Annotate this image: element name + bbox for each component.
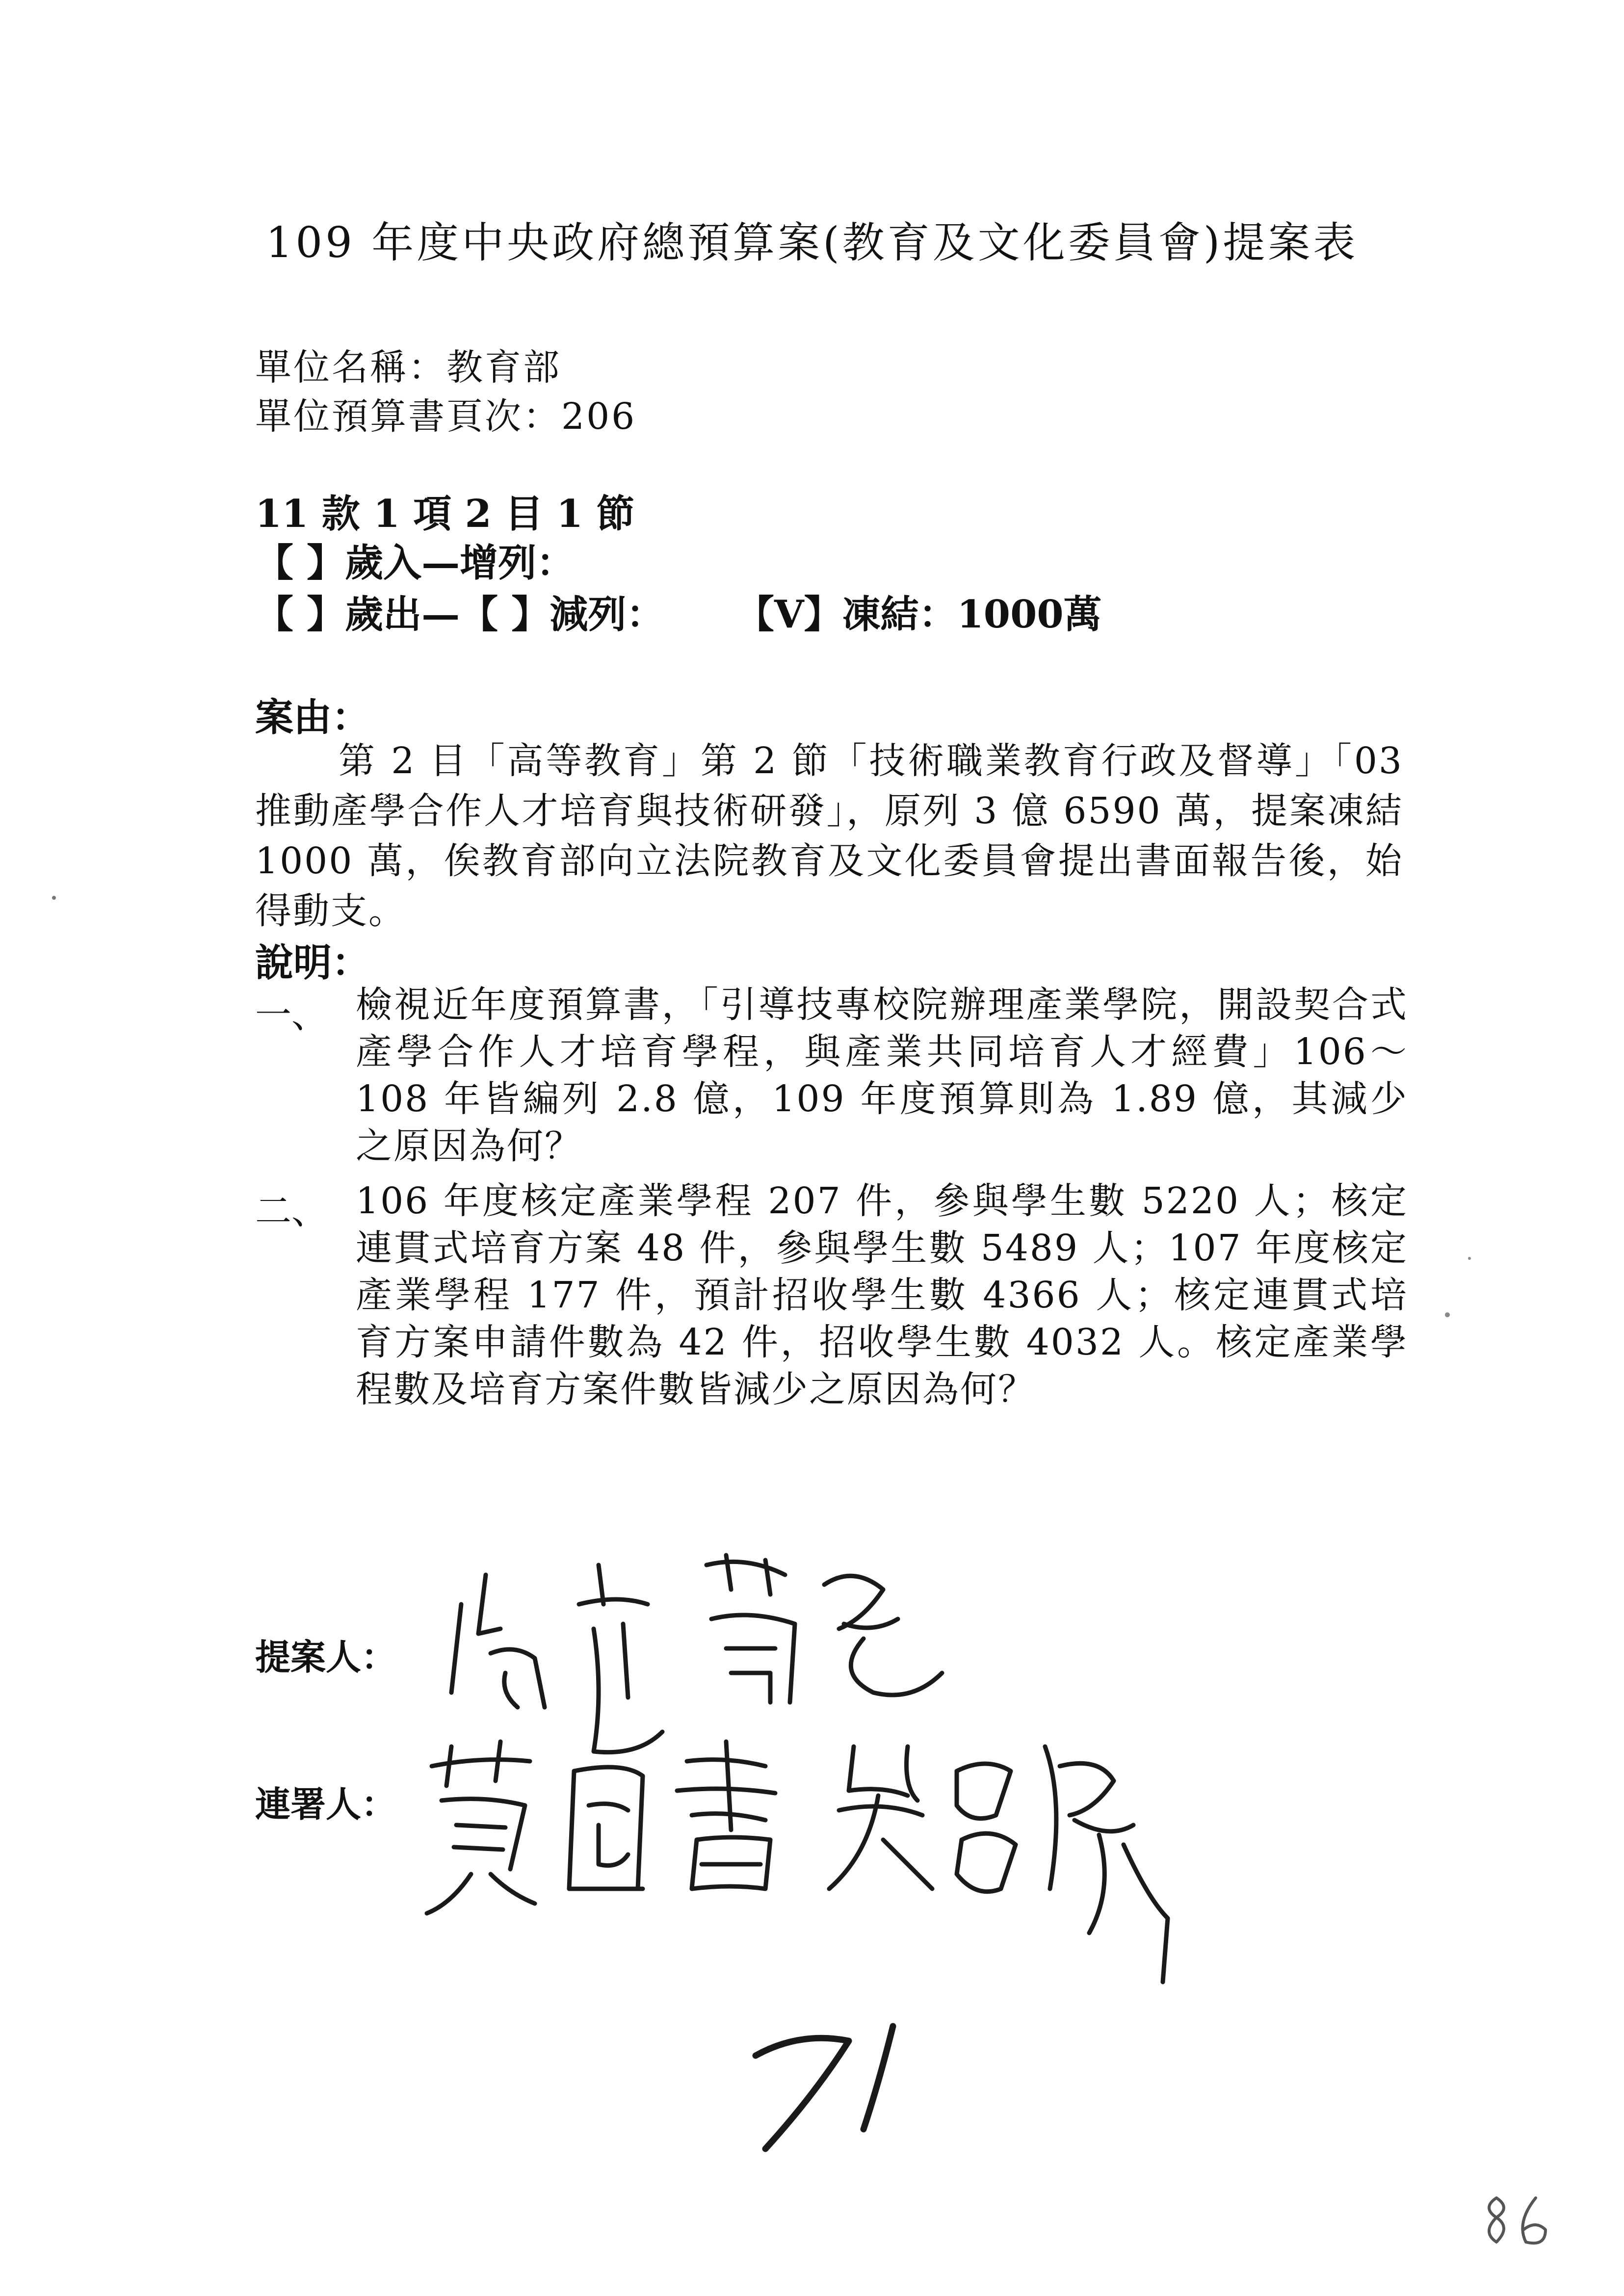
reason-heading: 案由：: [255, 695, 370, 740]
expense-checkbox: 【 】: [255, 592, 345, 637]
explanation-item-text: 106 年度核定產業學程 207 件，參與學生數 5220 人；核定連貫式培育方案 48 件，參與學生數 5489 人；107 年度核定產業學程 177 件，預計招收學生數 4366 人；核定連貫式培育方案申請件數為 42 件，招收學生數 4032 人。核定產業學程數及培育方案件數皆減少之原因為何？: [356, 1180, 1408, 1410]
unit-budget-page: 單位預算書頁次：206: [255, 395, 637, 438]
cut-label: 減列：: [550, 592, 665, 637]
reason-text: 第 2 目「高等教育」第 2 節「技術職業教育行政及督導」「03 推動產學合作人才培育與技術研發」，原列 3 億 6590 萬，提案凍結 1000 萬，俟教育部向立法院教育及文化委員會提出書面報告後，始得動支。: [255, 740, 1403, 932]
expense-label: 歲出—: [345, 592, 460, 637]
revenue-checkbox: 【 】: [255, 541, 345, 585]
cosigner-label: 連署人：: [255, 1783, 397, 1825]
document-title: 109 年度中央政府總預算案(教育及文化委員會)提案表: [265, 218, 1359, 267]
proposer-label: 提案人：: [255, 1636, 397, 1678]
cut-checkbox: 【 】: [460, 592, 550, 637]
budget-code: 11 款 1 項 2 目 1 節: [255, 492, 635, 536]
unit-name: 單位名稱：教育部: [255, 346, 561, 389]
explanation-heading: 說明：: [255, 940, 370, 985]
explanation-item-number: 一、: [255, 994, 328, 1036]
explanation-item-text: 檢視近年度預算書，「引導技專校院辦理產業學院，開設契合式產學合作人才培育學程，與產業共同培育人才經費」106～108 年皆編列 2.8 億，109 年度預算則為 1.89 億，其減少之原因為何？: [356, 984, 1408, 1167]
freeze-checkbox: 【V】: [736, 592, 842, 637]
explanation-item-number: 二、: [255, 1190, 328, 1232]
revenue-label: 歲入—增列：: [345, 541, 575, 585]
freeze-label: 凍結：1000萬: [842, 592, 1102, 637]
